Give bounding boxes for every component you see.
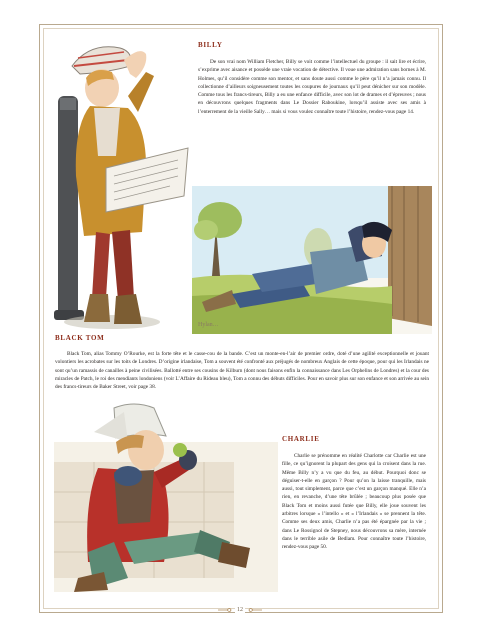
billy-drawing [50, 36, 190, 332]
charlie-text: Charlie se prénomme en réalité Charlotte car Charlie est une fille, ce qu’ignorent la plupart des gens qui la croisent dans la rue. Même Billy n’y a vu que du feu, au début. Pourquoi donc se déguiser-t-elle en garçon ? Pour qu’on la laisse tranquille, mais aussi, tout simplement, parce que c’est un garçon manqué. Elle n’a rien, en revanche, d’une tête brûlée ; beaucoup plus posée que Black Tom et moins aussi futée que Billy, elle joue souvent les arbitres lorsque « l’intello » et « l’Irlandais » se prennent la tête. Comme ses deux amis, Charlie n’a pas été épargnée par la vie ; dans Le Rossignol de Stepney, nous découvrons sa mère, internée dans le terrible asile de Bedlam. Pour connaître toute l’histoire, rendez-vous page 50. [282, 453, 426, 551]
page-number: 12 [237, 607, 243, 613]
black-tom-text: Black Tom, alias Tommy O’Rourke, est la forte tête et le casse-cou de la bande. C’est un monte-en-l’air de premier ordre, doté d’une agilité exceptionnelle et jouant volontiers les acrobates sur les toits de Londres. D’origine irlandaise, Tom a souvent été confronté aux préjugés de nombreux Anglais de cette époque, pour qui les Irlandais ne sont qu’un ramassis de canailles à peine civilisées. Ballotté entre ses cousins de Kilburn (dont nous faisons enfin la connaissance dans Les Orphelins de Londres) et la cour des miracles de Patch, le roi des mendiants londoniens (voir L’Affaire du Rideau bleu), Tom a connu des débuts difficiles. Pour en savoir plus sur son enfance et son arrivée au sein des francs-tireurs de Baker Street, voir page 38. [55, 351, 429, 391]
artwork-signature: Hylan… [198, 322, 219, 328]
black-tom-heading: BLACK TOM [55, 334, 105, 342]
page-folio [210, 605, 270, 615]
black-tom-drawing [192, 186, 432, 334]
charlie-heading: CHARLIE [282, 435, 320, 443]
charlie-illustration [54, 402, 278, 596]
billy-illustration [50, 36, 190, 332]
billy-text: De son vrai nom William Fletcher, Billy se voit comme l’intellectuel du groupe : il sait lire et écrire, s’exprime avec aisance et possède une vraie vocation de détective. Il voue une admiration sans bornes à M. Holmes, qu’il considère comme son mentor, et sans doute aussi comme le père qu’il n’a jamais connu. Il collectionne d’ailleurs soigneusement toutes les coupures de journaux qu’il peut dénicher sur son modèle. Comme tous les francs-tireurs, Billy a eu une enfance difficile, avec son lot de drames et d’épreuves ; nous en découvrons quelques fragments dans Le Dossier Raboukine, lorsqu’il assiste avec ses amis à l’enterrement de la vieille Sally… mais si vous voulez connaître toute l’histoire, rendez-vous page 14. [198, 59, 426, 115]
black-tom-illustration [192, 186, 432, 334]
charlie-drawing [54, 402, 278, 596]
billy-heading: BILLY [198, 41, 223, 49]
scroll-ornament-icon [248, 607, 262, 613]
scroll-ornament-icon [218, 607, 232, 613]
